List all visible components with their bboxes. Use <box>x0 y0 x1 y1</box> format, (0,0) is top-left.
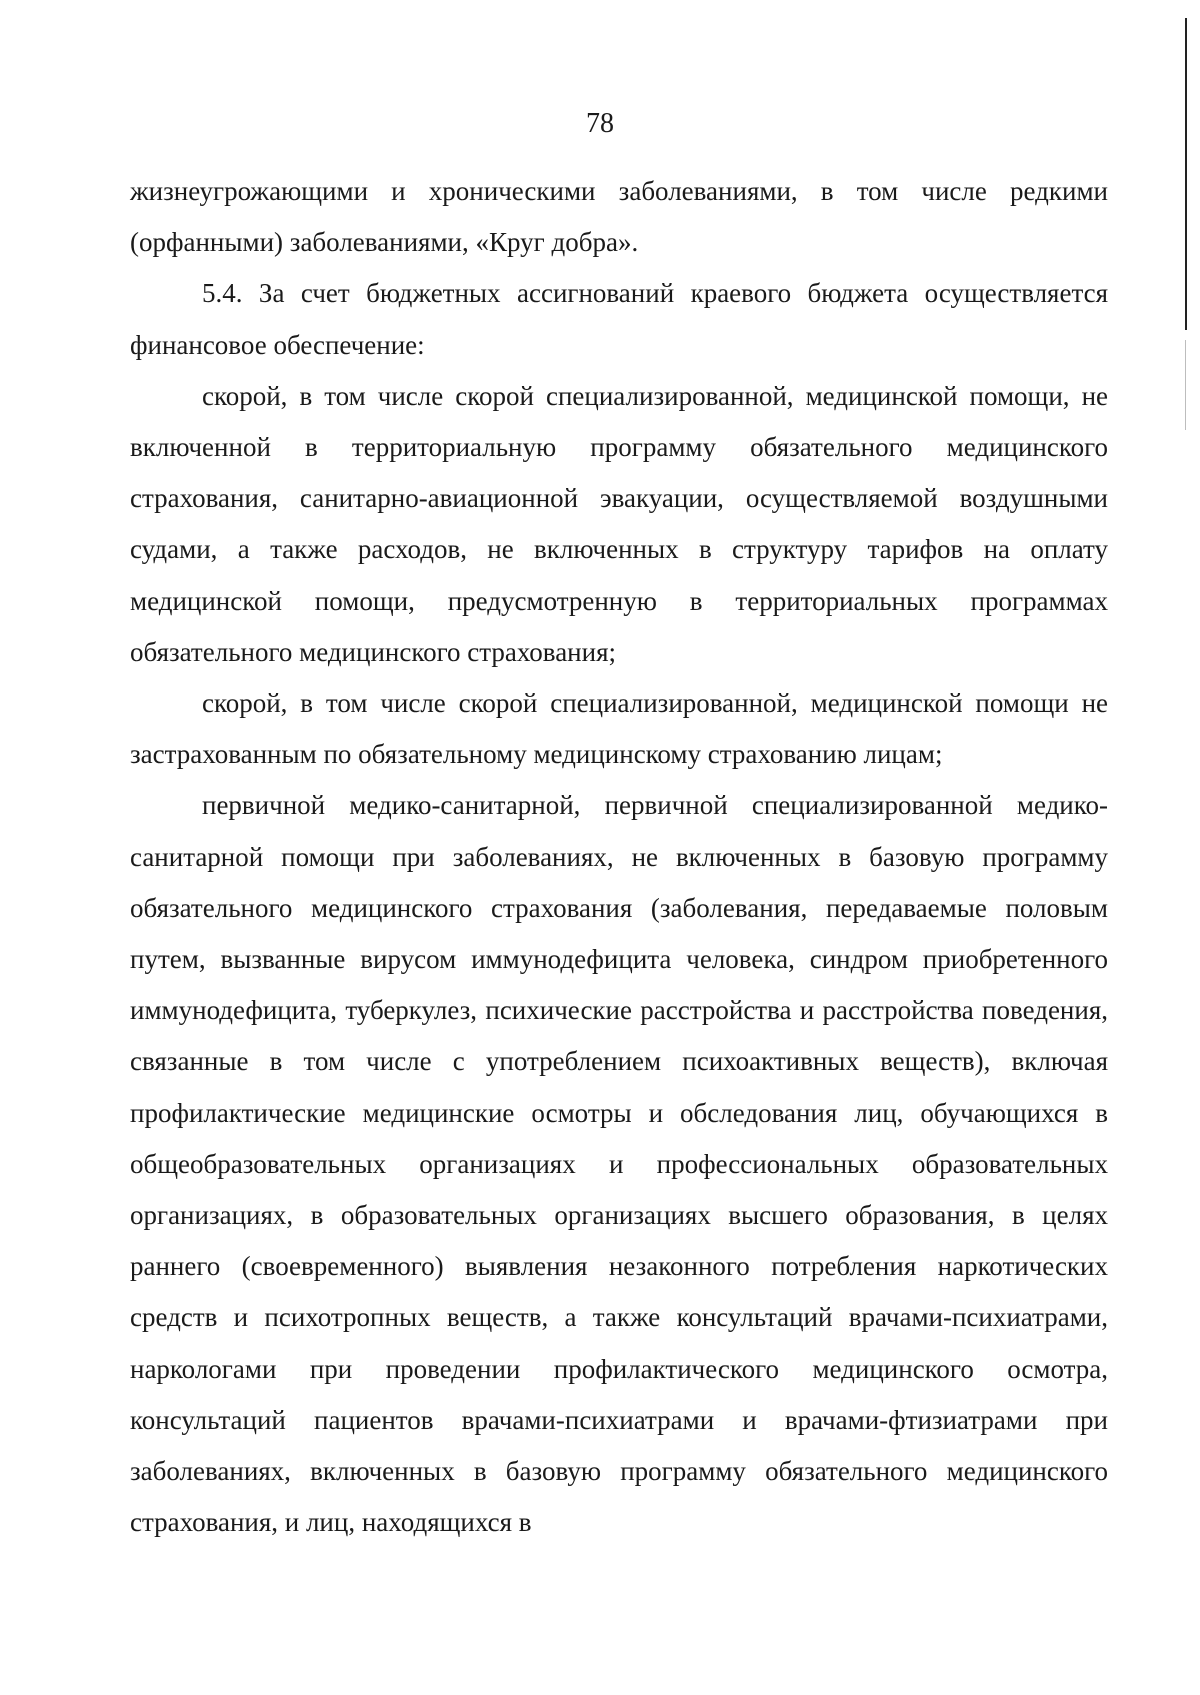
paragraph-section-5-4: 5.4. За счет бюджетных ассигнований краевого бюджета осуществляется финансовое обеспечение: <box>130 278 1108 360</box>
paragraph-continuation: жизнеугрожающими и хроническими заболеваниями, в том числе редкими (орфанными) заболеваниями, «Круг добра». <box>130 176 1108 258</box>
page-number: 78 <box>586 108 614 139</box>
scan-edge-line-faint <box>1185 340 1186 430</box>
scan-edge-line <box>1185 18 1187 330</box>
document-body <box>130 166 1108 1548</box>
paragraph-emergency-care: скорой, в том числе скорой специализированной, медицинской помощи, не включенной в территориальную программу обязательного медицинского страхования, санитарно-авиационной эвакуации, осуществляемой воздушными судами, а также расходов, не включенных в структуру тарифов на оплату медицинской помощи, предусмотренную в территориальных программах обязательного медицинского страхования; <box>130 380 1108 667</box>
paragraph-uninsured-care: скорой, в том числе скорой специализированной, медицинской помощи не застрахованным по обязательному медицинскому страхованию лицам; <box>130 688 1108 770</box>
paragraph-primary-care: первичной медико-санитарной, первичной специализированной медико-санитарной помощи при заболеваниях, не включенных в базовую программу обязательного медицинского страхования (заболевания, передаваемые половым путем, вызванные вирусом иммунодефицита человека, синдром приобретенного иммунодефицита, туберкулез, психические расстройства и расстройства поведения, связанные в том числе с употреблением психоактивных веществ), включая профилактические медицинские осмотры и обследования лиц, обучающихся в общеобразовательных организациях и профессиональных образовательных организациях, в образовательных организациях высшего образования, в целях раннего (своевременного) выявления незаконного потребления наркотических средств и психотропных веществ, а также консультаций врачами-психиатрами, наркологами при проведении профилактического медицинского осмотра, консультаций пациентов врачами-психиатрами и врачами-фтизиатрами при заболеваниях, включенных в базовую программу обязательного медицинского страхования, и лиц, находящихся в <box>130 790 1108 1538</box>
